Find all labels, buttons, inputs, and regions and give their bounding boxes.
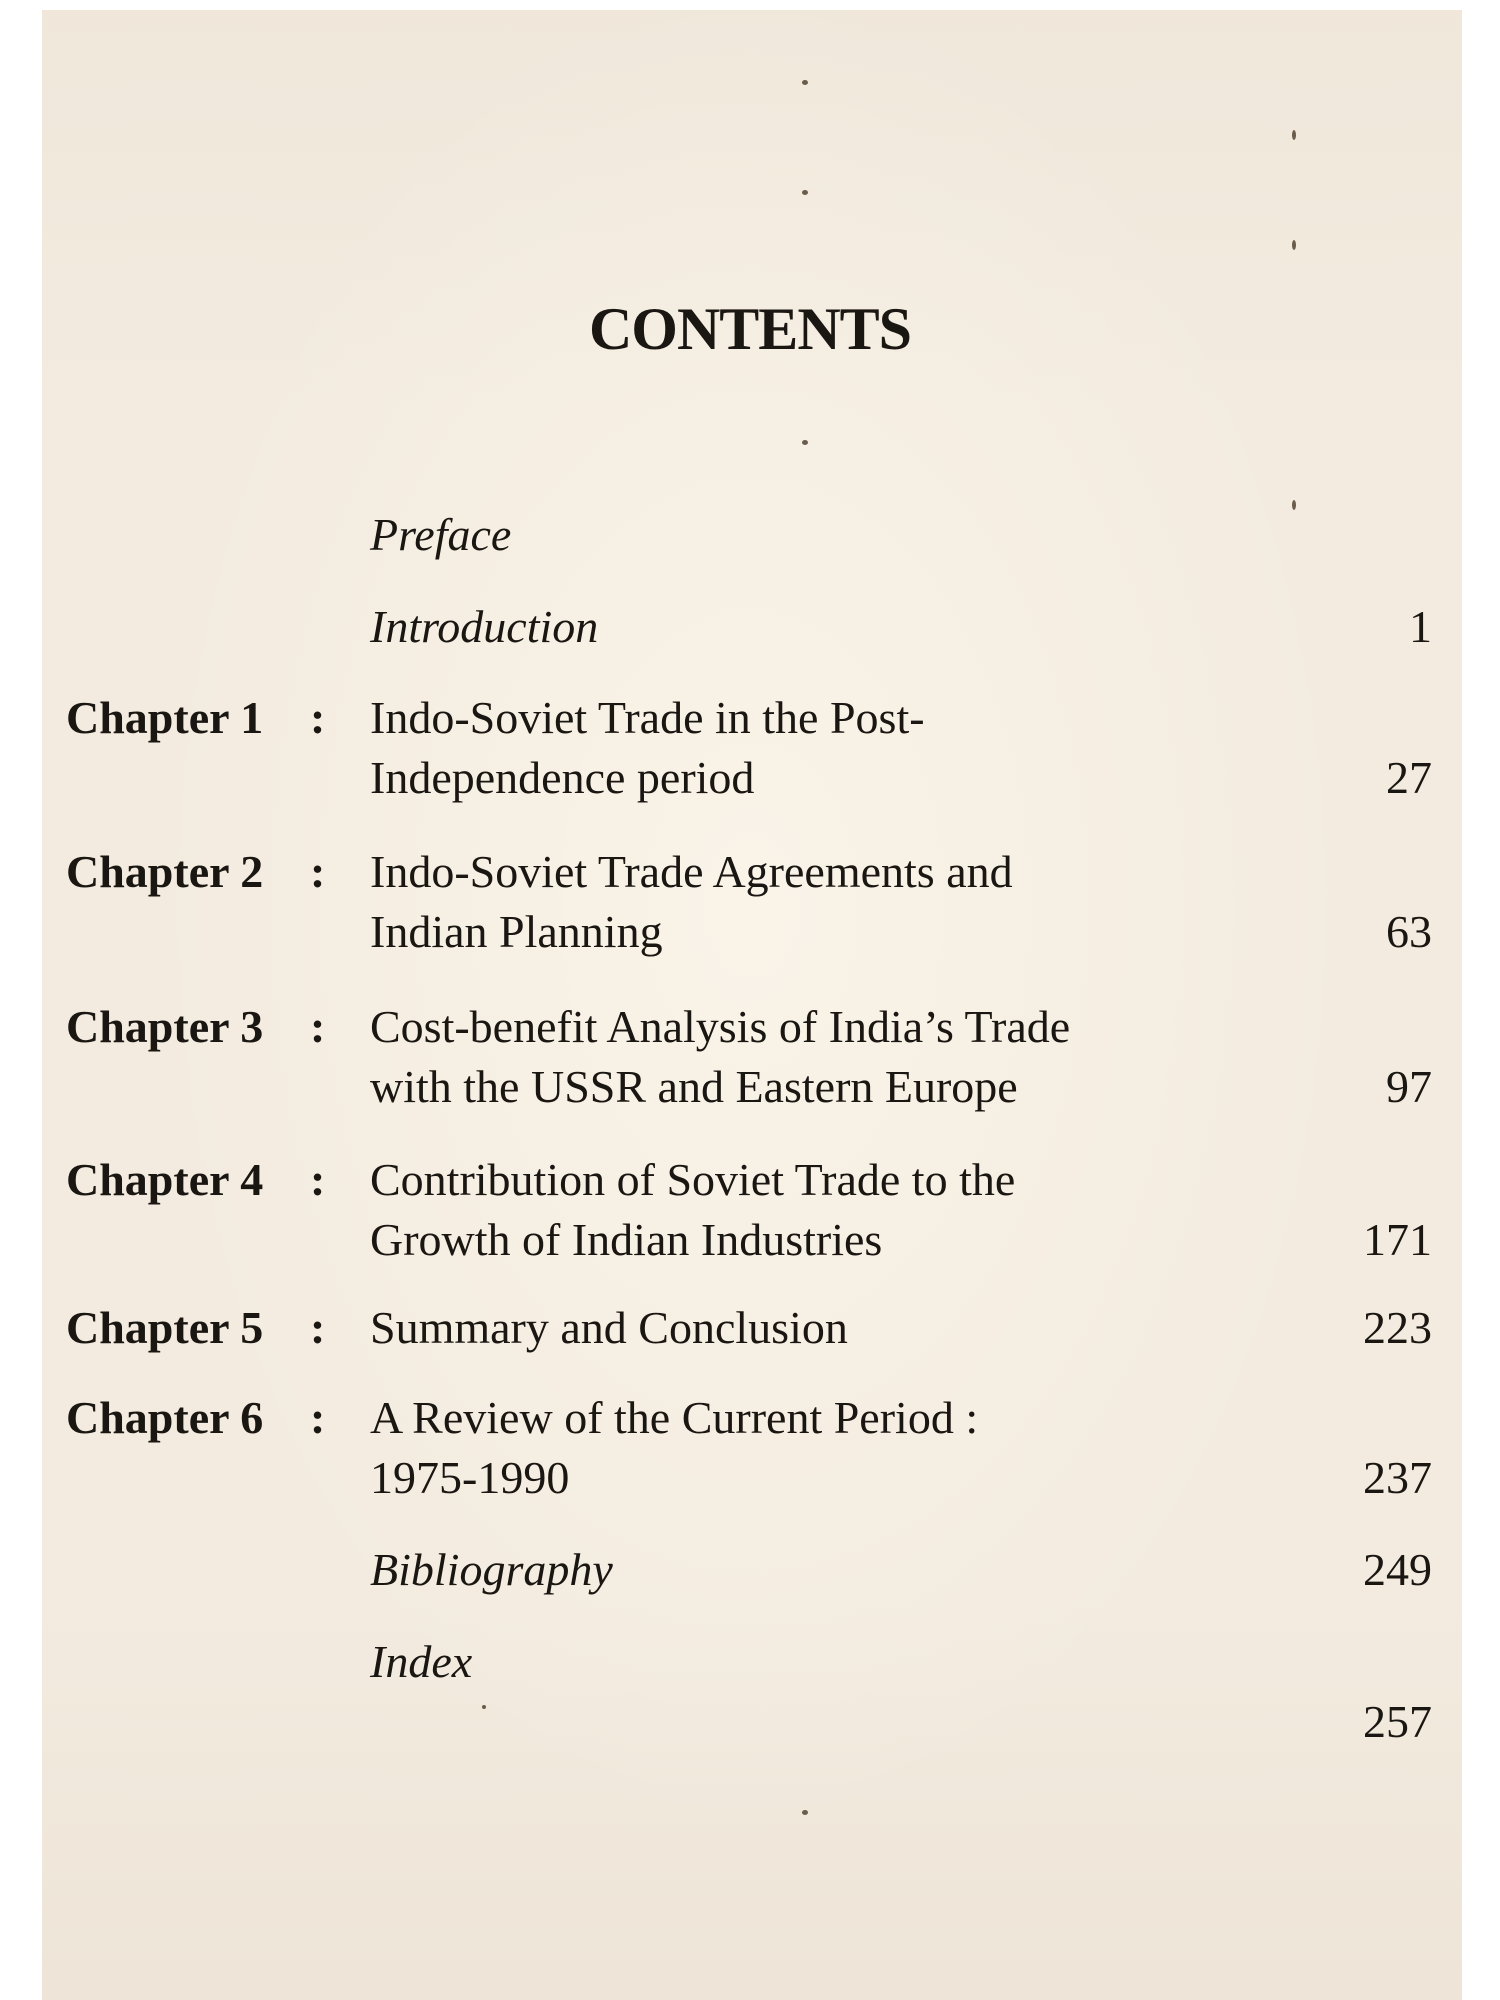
toc-entry-title <box>370 1540 1210 1600</box>
toc-entry-title <box>370 1388 1210 1508</box>
toc-entry-separator: : <box>310 1001 326 1052</box>
toc-entry-separator: : <box>310 1154 326 1205</box>
toc-entry-title-line: Growth of Indian Industries <box>370 1214 883 1265</box>
toc-entry-title-line: Independence period <box>370 752 755 803</box>
toc-entry-page: 1 <box>1409 601 1432 652</box>
toc-entry-title-line: Cost-benefit Analysis of India’s Trade <box>370 1001 1071 1052</box>
toc-entry-page: 97 <box>1386 1061 1432 1112</box>
toc-entry-title <box>370 688 1210 808</box>
toc-entry-title-line: A Review of the Current Period : <box>370 1392 979 1443</box>
toc-entry-title-line: Contribution of Soviet Trade to the <box>370 1154 1016 1205</box>
toc-entry-page: 27 <box>1386 752 1432 803</box>
toc-entry-label: Chapter 2 <box>66 846 264 897</box>
toc-entry-page: 249 <box>1363 1544 1432 1595</box>
toc-entry-separator: : <box>310 1302 326 1353</box>
toc-entry-label: Chapter 1 <box>66 692 264 743</box>
toc-entry-separator: : <box>310 692 326 743</box>
toc-entry-label: Chapter 3 <box>66 1001 264 1052</box>
toc-entry-title-line: Summary and Conclusion <box>370 1302 848 1353</box>
toc-entry-title-line: Introduction <box>370 601 599 652</box>
toc-entry-title-line: Indian Planning <box>370 906 663 957</box>
toc-entry-label: Chapter 4 <box>66 1154 264 1205</box>
page-title: CONTENTS <box>588 296 912 362</box>
toc-entry-title <box>370 505 1210 565</box>
toc-entry-title-line: 1975-1990 <box>370 1452 570 1503</box>
toc-entry-label: Chapter 5 <box>66 1302 264 1353</box>
toc-entry-title-line: Preface <box>370 509 512 560</box>
toc-entry-title-line: with the USSR and Eastern Europe <box>370 1061 1018 1112</box>
toc-entry-page: 223 <box>1363 1302 1432 1353</box>
toc-entry-label: Chapter 6 <box>66 1392 264 1443</box>
toc-entry-title-line: Bibliography <box>370 1544 613 1595</box>
toc-entry-title-line: Index <box>370 1636 473 1687</box>
toc-entry-page: 257 <box>1363 1696 1432 1747</box>
toc-entry-title <box>370 597 1210 657</box>
toc-entry-title <box>370 1632 1210 1692</box>
toc-entry-title <box>370 1150 1210 1270</box>
toc-entry-page: 63 <box>1386 906 1432 957</box>
toc-entry-page: 237 <box>1363 1452 1432 1503</box>
toc-entry-separator: : <box>310 1392 326 1443</box>
toc-entry-title <box>370 997 1210 1117</box>
toc-entry-title <box>370 1298 1210 1358</box>
toc-entry-page: 171 <box>1363 1214 1432 1265</box>
toc-entry-title <box>370 842 1210 962</box>
toc-entry-title-line: Indo-Soviet Trade in the Post- <box>370 692 925 743</box>
toc-entry-separator: : <box>310 846 326 897</box>
toc-entry-title-line: Indo-Soviet Trade Agreements and <box>370 846 1013 897</box>
